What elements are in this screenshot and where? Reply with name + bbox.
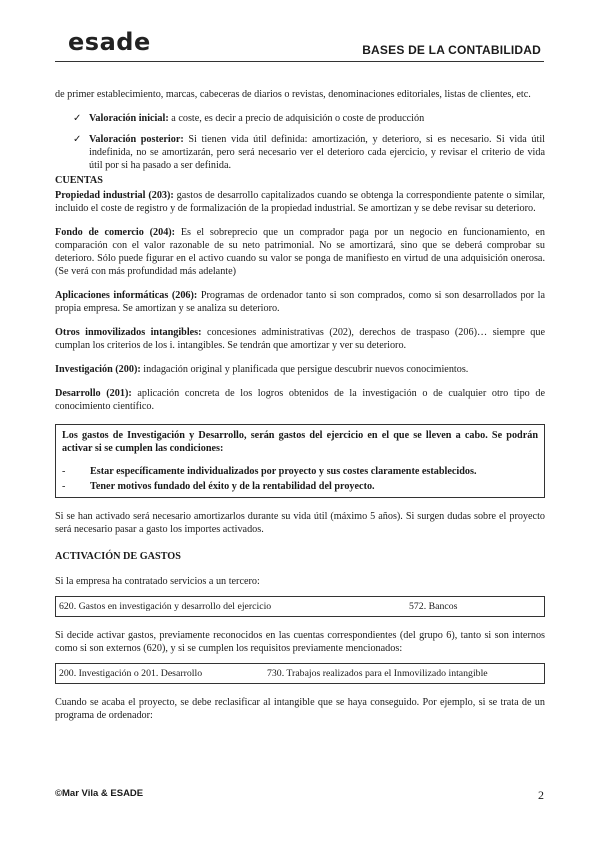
check-label: Valoración posterior:: [89, 134, 184, 145]
entry-debit: 620. Gastos en investigación y desarrollo del ejercicio: [59, 601, 272, 612]
account-text: concesiones administrativas (202), derechos de traspaso (206)… siempre que cumplan los criterios de los i. intangibles. Se tendrán que amortizar y ver su deterioro.: [55, 327, 545, 351]
conditions-box: [55, 424, 545, 498]
entry-credit: 572. Bancos: [409, 601, 458, 612]
check-text: Si tienen vida útil definida: amortización, y deterioro, si es necesario. Si vida útil indefinida, no se amortizarán, pero será necesario ver el deterioro cada ejercicio, y revisar el criterio de vida útil por si ha pasado a ser definida.: [89, 134, 545, 171]
account-text: indagación original y planificada que persigue descubrir nuevos conocimientos.: [140, 364, 469, 375]
account-label: Investigación (200):: [55, 364, 141, 375]
account-paragraph: [55, 189, 545, 215]
cuentas-heading: CUENTAS: [55, 175, 103, 186]
intro-paragraph: de primer establecimiento, marcas, cabeceras de diarios o revistas, denominaciones editoriales, listas de clientes, etc.: [55, 89, 531, 100]
check-label: Valoración inicial:: [89, 113, 169, 124]
page-number: 2: [538, 788, 544, 802]
footer-copyright: ©Mar Vila & ESADE: [55, 788, 144, 799]
document-title: BASES DE LA CONTABILIDAD: [362, 43, 541, 57]
account-paragraph: [55, 326, 545, 352]
header-divider: [55, 61, 544, 62]
amortize-paragraph: Si se han activado será necesario amortizarlos durante su vida útil (máximo 5 años). Si surgen dudas sobre el proyecto será necesario pasar a gasto los importes activados.: [55, 511, 545, 535]
journal-entry: [55, 663, 545, 684]
account-paragraph: [55, 226, 545, 278]
entry-debit: 200. Investigación o 201. Desarrollo: [59, 668, 203, 679]
check-icon: ✓: [73, 113, 82, 124]
check-item: [73, 133, 545, 172]
check-text: a coste, es decir a precio de adquisición o coste de producción: [168, 113, 425, 124]
account-text: Es el sobreprecio que un comprador paga por un negocio en funcionamiento, en comparación con el valor razonable de su neto patrimonial. No se amortizará, sino que se deberá comprobar su deterioro. Sólo puede figurar en el activo cuando su valor se ponga de manifiesto en virtud de una adquisición onerosa. (Se verá con más profundidad más adelante): [55, 227, 545, 277]
account-label: Propiedad industrial (203):: [55, 190, 174, 201]
condition-item: [62, 465, 538, 478]
account-text: gastos de desarrollo capitalizados cuando se obtenga la correspondiente patente o similar, incluido el coste de registro y de formalización de la propiedad industrial. Se amortizan y se debe revisar su deterioro.: [55, 190, 545, 214]
account-label: Otros inmovilizados intangibles:: [55, 327, 202, 338]
tercero-paragraph: Si la empresa ha contratado servicios a un tercero:: [55, 576, 260, 587]
activacion-heading: ACTIVACIÓN DE GASTOS: [55, 551, 181, 562]
account-text: aplicación concreta de los logros obtenidos de la investigación o de cualquier otro tipo de conocimiento científico.: [55, 388, 546, 412]
conditions-text: Los gastos de Investigación y Desarrollo, serán gastos del ejercicio en el que se lleven a cabo. Se podrán activar si se cumplen las condiciones:: [62, 430, 538, 454]
condition-item: [62, 480, 538, 493]
esade-logo: esade: [68, 28, 151, 56]
dash-icon: -: [62, 481, 66, 492]
condition-text: Estar específicamente individualizados por proyecto y sus costes claramente establecidos.: [90, 466, 477, 477]
account-paragraph: [55, 289, 545, 315]
check-item: [73, 112, 545, 125]
journal-entry: [55, 596, 545, 617]
decide-paragraph: Si decide activar gastos, previamente reconocidos en las cuentas correspondientes (del grupo 6), tanto si son internos como si son externos (620), y si se cumplen los requisitos previamente mencionados:: [55, 630, 545, 654]
entry-credit: 730. Trabajos realizados para el Inmovilizado intangible: [267, 668, 488, 679]
final-paragraph: Cuando se acaba el proyecto, se debe reclasificar al intangible que se haya conseguido. Por ejemplo, si se trata de un programa de ordenador:: [55, 697, 545, 721]
account-paragraph: [55, 387, 545, 413]
account-label: Fondo de comercio (204):: [55, 227, 176, 238]
page-content: [55, 88, 545, 733]
dash-icon: -: [62, 466, 66, 477]
account-label: Aplicaciones informáticas (206):: [55, 290, 198, 301]
condition-text: Tener motivos fundado del éxito y de la rentabilidad del proyecto.: [90, 481, 375, 492]
account-paragraph: [55, 363, 545, 376]
account-text: Programas de ordenador tanto si son comprados, como si son desarrollados por la propia empresa. Se amortizan y se analiza su deterioro.: [55, 290, 545, 314]
check-icon: ✓: [73, 134, 82, 145]
account-label: Desarrollo (201):: [55, 388, 132, 399]
